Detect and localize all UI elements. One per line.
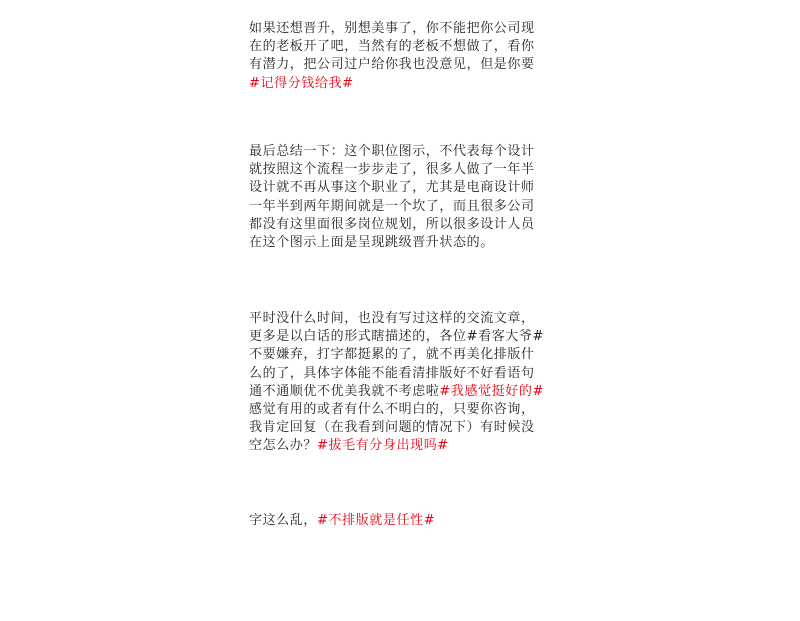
text-line: 更多是以白话的形式瞎描述的，各位#看客大爷# <box>249 329 544 345</box>
text-line: 我肯定回复（在我看到问题的情况下）有时候没 <box>249 420 535 436</box>
text-line: 都没有这里面很多岗位规划，所以很多设计人员 <box>249 216 535 232</box>
text-line: 就按照这个流程一步步走了，很多人做了一年半 <box>249 162 535 178</box>
paragraph-closing <box>249 512 559 530</box>
text-line: 最后总结一下：这个职位图示，不代表每个设计 <box>249 144 535 159</box>
paragraph-promotion <box>249 20 559 93</box>
text-line: 在这个图示上面是呈现跳级晋升状态的。 <box>249 235 494 251</box>
text-line: 感觉有用的或者有什么不明白的，只要你咨询， <box>249 402 535 418</box>
text-line: 一年半到两年期间就是一个坎了，而且很多公司 <box>249 198 535 214</box>
text-line: 么的了，具体字体能不能看清排版好不好看语句 <box>249 365 535 381</box>
text-line: 平时没什么时间，也没有写过这样的交流文章， <box>249 311 535 326</box>
highlight-text: #不排版就是任性# <box>317 513 436 528</box>
text-line: 如果还想晋升，别想美事了，你不能把你公司现 <box>249 21 535 36</box>
text-line: 通不通顺优不优美我就不考虑啦 <box>249 383 440 399</box>
highlight-text: #我感觉挺好的# <box>439 383 544 399</box>
text-line: 空怎么办？ <box>249 438 318 454</box>
text-line: 不要嫌弃，打字都挺累的了，就不再美化排版什 <box>249 347 535 363</box>
paragraph-summary <box>249 143 559 252</box>
highlight-text: #拔毛有分身出现吗# <box>317 438 449 454</box>
text-line: 字这么乱， <box>249 513 318 528</box>
text-line: 有潜力，把公司过户给你我也没意见，但是你要 <box>249 57 535 73</box>
text-line: 在的老板开了吧，当然有的老板不想做了，看你 <box>249 39 535 55</box>
text-line: 设计就不再从事这个职业了，尤其是电商设计师 <box>249 180 535 196</box>
highlight-text: #记得分钱给我# <box>249 75 354 91</box>
paragraph-disclaimer <box>249 310 559 456</box>
